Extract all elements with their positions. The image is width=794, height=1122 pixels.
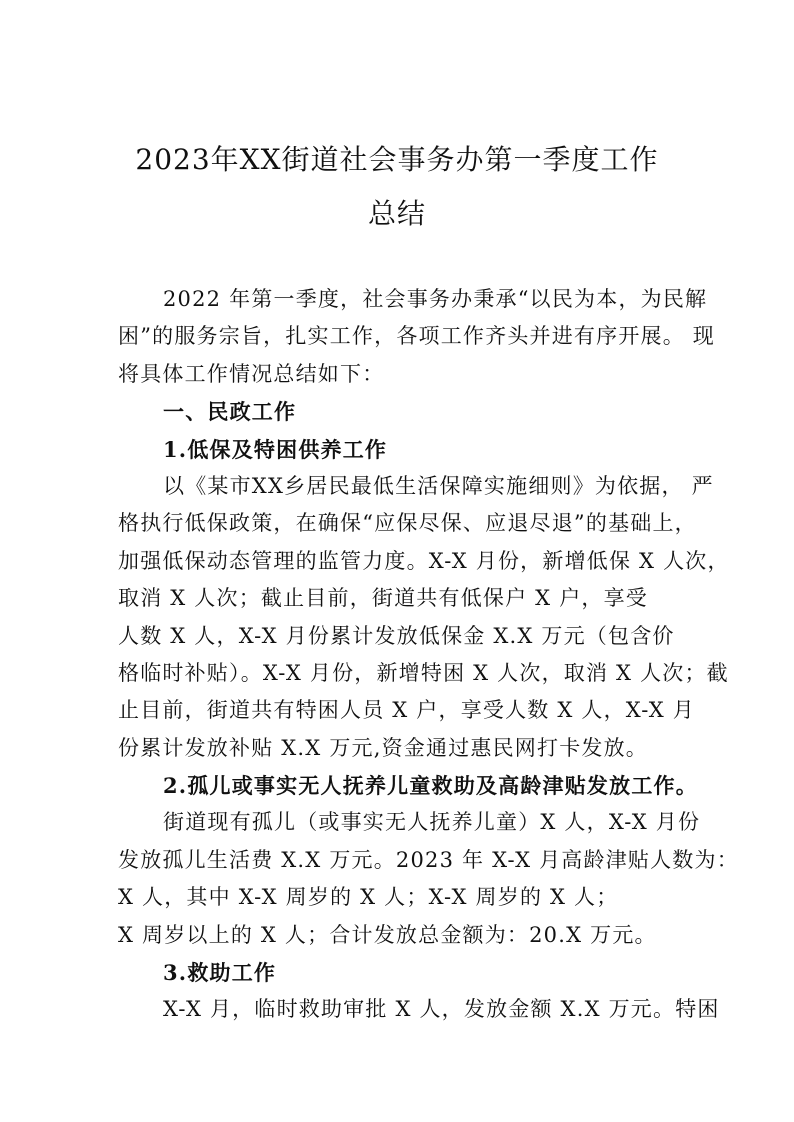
section-heading: 一、民政工作 [163,399,297,425]
document-body [118,281,739,1029]
paragraph-line: 困”的服务宗旨，扎实工作，各项工作齐头并进有序开展。 现 [118,324,716,349]
paragraph-line: 发放孤儿生活费 X.X 万元。2023 年 X-X 月高龄津贴人数为： [118,847,739,872]
section-heading: 2.孤儿或事实无人抚养儿童救助及高龄津贴发放工作。 [163,773,698,799]
paragraph-line: 份累计发放补贴 X.X 万元,资金通过惠民网打卡发放。 [118,735,648,760]
paragraph-line: 街道现有孤儿（或事实无人抚养儿童）X 人，X-X 月份 [163,810,701,835]
paragraph-line: 加强低保动态管理的监管力度。X-X 月份，新增低保 X 人次， [118,548,730,573]
paragraph-line: X 人，其中 X-X 周岁的 X 人；X-X 周岁的 X 人； [118,885,619,910]
section-heading: 3.救助工作 [163,960,277,986]
paragraph-line: 2022 年第一季度，社会事务办秉承“以民为本，为民解 [163,287,708,311]
paragraph-line: 以《某市XX乡居民最低生活保障实施细则》为依据， 严 [163,473,714,498]
document-title-line-1: 2023年XX街道社会事务办第一季度工作 [135,143,659,176]
paragraph-line: 取消 X 人次；截止目前，街道共有低保户 X 户，享受 [118,586,648,611]
document-title-line-2: 总结 [367,197,426,230]
paragraph-line: X 周岁以上的 X 人；合计发放总金额为：20.X 万元。 [118,922,657,947]
paragraph-line: X-X 月，临时救助审批 X 人，发放金额 X.X 万元。特困 [163,997,720,1022]
paragraph-line: 将具体工作情况总结如下： [118,361,385,386]
paragraph-line: 人数 X 人，X-X 月份累计发放低保金 X.X 万元（包含价 [118,623,675,648]
paragraph-line: 格执行低保政策，在确保“应保尽保、应退尽退”的基础上， [118,511,697,536]
section-heading: 1.低保及特困供养工作 [163,436,388,462]
paragraph-line: 止目前，街道共有特困人员 X 户，享受人数 X 人，X-X 月 [118,698,695,723]
paragraph-line: 格临时补贴）。X-X 月份，新增特困 X 人次，取消 X 人次；截 [118,660,729,685]
